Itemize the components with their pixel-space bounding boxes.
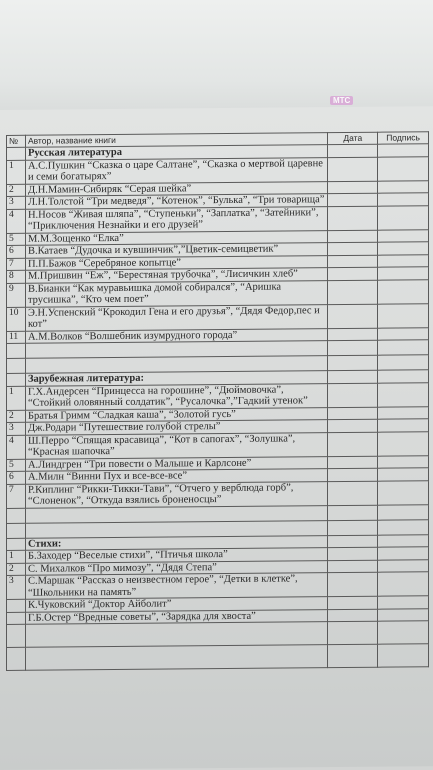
table-row: 3 Дж.Родари “Путешествие голубой стрелы” (7, 419, 429, 435)
blank-row (7, 644, 429, 671)
table-row: 2 Д.Н.Мамин-Сибиряк “Серая шейка” (7, 180, 429, 196)
book-entry: Р.Киплинг “Рикки-Тикки-Тави”, “Отчего у верблюда горб”, “Слоненок”, “Откуда взялись броненосцы” (25, 481, 328, 508)
table-row: 6 В.Катаев “Дудочка и кувшинчик”,”Цветик-семицветик” (7, 242, 429, 258)
header-num: № (7, 135, 26, 147)
book-entry: С. Михалков “Про мимозу”, “Дядя Степа” (25, 560, 328, 575)
book-entry: Братья Гримм “Сладкая каша”, “Золотой гусь” (25, 407, 328, 422)
section-title: Зарубежная литература: (25, 371, 328, 386)
section-title: Стихи: (25, 535, 328, 550)
book-entry: В.Катаев “Дудочка и кувшинчик”,”Цветик-семицветик” (25, 243, 328, 258)
book-entry: А.М.Волков “Волшебник изумрудного города” (25, 328, 328, 343)
book-entry: Ш.Перро “Спящая красавица”, “Кот в сапогах”, “Золушка”, “Красная шапочка” (25, 432, 328, 459)
table-row: 11 А.М.Волков “Волшебник изумрудного города” (7, 327, 429, 343)
book-entry: Г.Б.Остер “Вредные советы”, “Зарядка для хвоста” (25, 609, 328, 624)
book-entry: А.С.Пушкин “Сказка о царе Салтане”, “Сказка о мертвой царевне и семи богатырях” (25, 157, 328, 184)
book-entry: К.Чуковский “Доктор Айболит” (25, 597, 328, 612)
table-row: 8 М.Пришвин “Еж”, “Берестяная трубочка”, “Лисичкин хлеб” (7, 267, 429, 283)
book-entry: Б.Заходер “Веселые стихи”, “Птичья школа” (25, 548, 328, 563)
header-title: Автор, название книги (25, 133, 328, 148)
table-row: 3 С.Маршак “Рассказ о неизвестном герое”, “Детки в клетке”, “Школьники на память” (7, 572, 429, 600)
table-row: 4 Ш.Перро “Спящая красавица”, “Кот в сапогах”, “Золушка”, “Красная шапочка” (7, 431, 429, 459)
background-wall (0, 0, 433, 115)
document-sheet (0, 106, 433, 770)
table-row: 2 С. Михалков “Про мимозу”, “Дядя Степа” (7, 559, 429, 575)
book-entry: Дж.Родари “Путешествие голубой стрелы” (25, 420, 328, 435)
section-title: Русская литература (25, 145, 328, 160)
table-row: 7 П.П.Бажов “Серебряное копытце” (7, 254, 429, 270)
table-row: 6 А.Милн “Винни Пух и все-все-все” (7, 468, 429, 484)
book-entry: С.Маршак “Рассказ о неизвестном герое”, “Детки в клетке”, “Школьники на память” (25, 573, 328, 600)
table-row: 1 Г.Х.Андерсен “Принцесса на горошине”, “Дюймовочка”, “Стойкий оловянный солдатик”, “Русалочка”,”Гадкий утенок” (7, 382, 429, 410)
table-row: 10 Э.Н.Успенский “Крокодил Гена и его друзья”, “Дядя Федор,пес и кот” (7, 303, 429, 331)
table-row: 5 М.М.Зощенко “Елка” (7, 229, 429, 245)
table-row: 1 Б.Заходер “Веселые стихи”, “Птичья школа” (7, 547, 429, 563)
table-row: 3 Л.Н.Толстой “Три медведя”, “Котенок”, “Булька”, “Три товарища” (7, 193, 429, 209)
table-row: 2 Братья Гримм “Сладкая каша”, “Золотой гусь” (7, 406, 429, 422)
book-entry: А.Линдгрен “Три повести о Малыше и Карлсоне” (25, 456, 328, 471)
table-row: 1 А.С.Пушкин “Сказка о царе Салтане”, “Сказка о мертвой царевне и семи богатырях” (7, 156, 429, 184)
table-row: 4 Н.Носов “Живая шляпа”, “Ступеньки”, “Заплатка”, “Затейники”, “Приключения Незнайки и его друзей” (7, 205, 429, 233)
book-entry: М.Пришвин “Еж”, “Берестяная трубочка”, “Лисичкин хлеб” (25, 268, 328, 283)
header-date: Дата (328, 132, 378, 144)
book-list-table (6, 131, 429, 671)
book-entry: Г.Х.Андерсен “Принцесса на горошине”, “Дюймовочка”, “Стойкий оловянный солдатик”, “Русалочка”,”Гадкий утенок” (25, 383, 328, 410)
book-entry: А.Милн “Винни Пух и все-все-все” (25, 469, 328, 484)
book-entry: Э.Н.Успенский “Крокодил Гена и его друзья”, “Дядя Федор,пес и кот” (25, 304, 328, 331)
book-entry: Д.Н.Мамин-Сибиряк “Серая шейка” (25, 181, 328, 196)
table-row: 5 А.Линдгрен “Три повести о Малыше и Карлсоне” (7, 455, 429, 471)
table-row: 7 Р.Киплинг “Рикки-Тикки-Тави”, “Отчего у верблюда горб”, “Слоненок”, “Откуда взялись броненосцы” (7, 480, 429, 508)
table-row: 9 В.Бианки “Как муравьишка домой собирался”, “Аришка трусишка”, “Кто чем поет” (7, 279, 429, 307)
book-entry: М.М.Зощенко “Елка” (25, 230, 328, 245)
book-entry: Л.Н.Толстой “Три медведя”, “Котенок”, “Булька”, “Три товарища” (25, 194, 328, 209)
book-entry: П.П.Бажов “Серебряное копытце” (25, 255, 328, 270)
book-entry: В.Бианки “Как муравьишка домой собирался”, “Аришка трусишка”, “Кто чем поет” (25, 280, 328, 307)
carrier-watermark: МТС (330, 96, 353, 105)
book-entry: Н.Носов “Живая шляпа”, “Ступеньки”, “Заплатка”, “Затейники”, “Приключения Незнайки и его друзей” (25, 206, 328, 233)
header-sign: Подпись (378, 132, 429, 144)
